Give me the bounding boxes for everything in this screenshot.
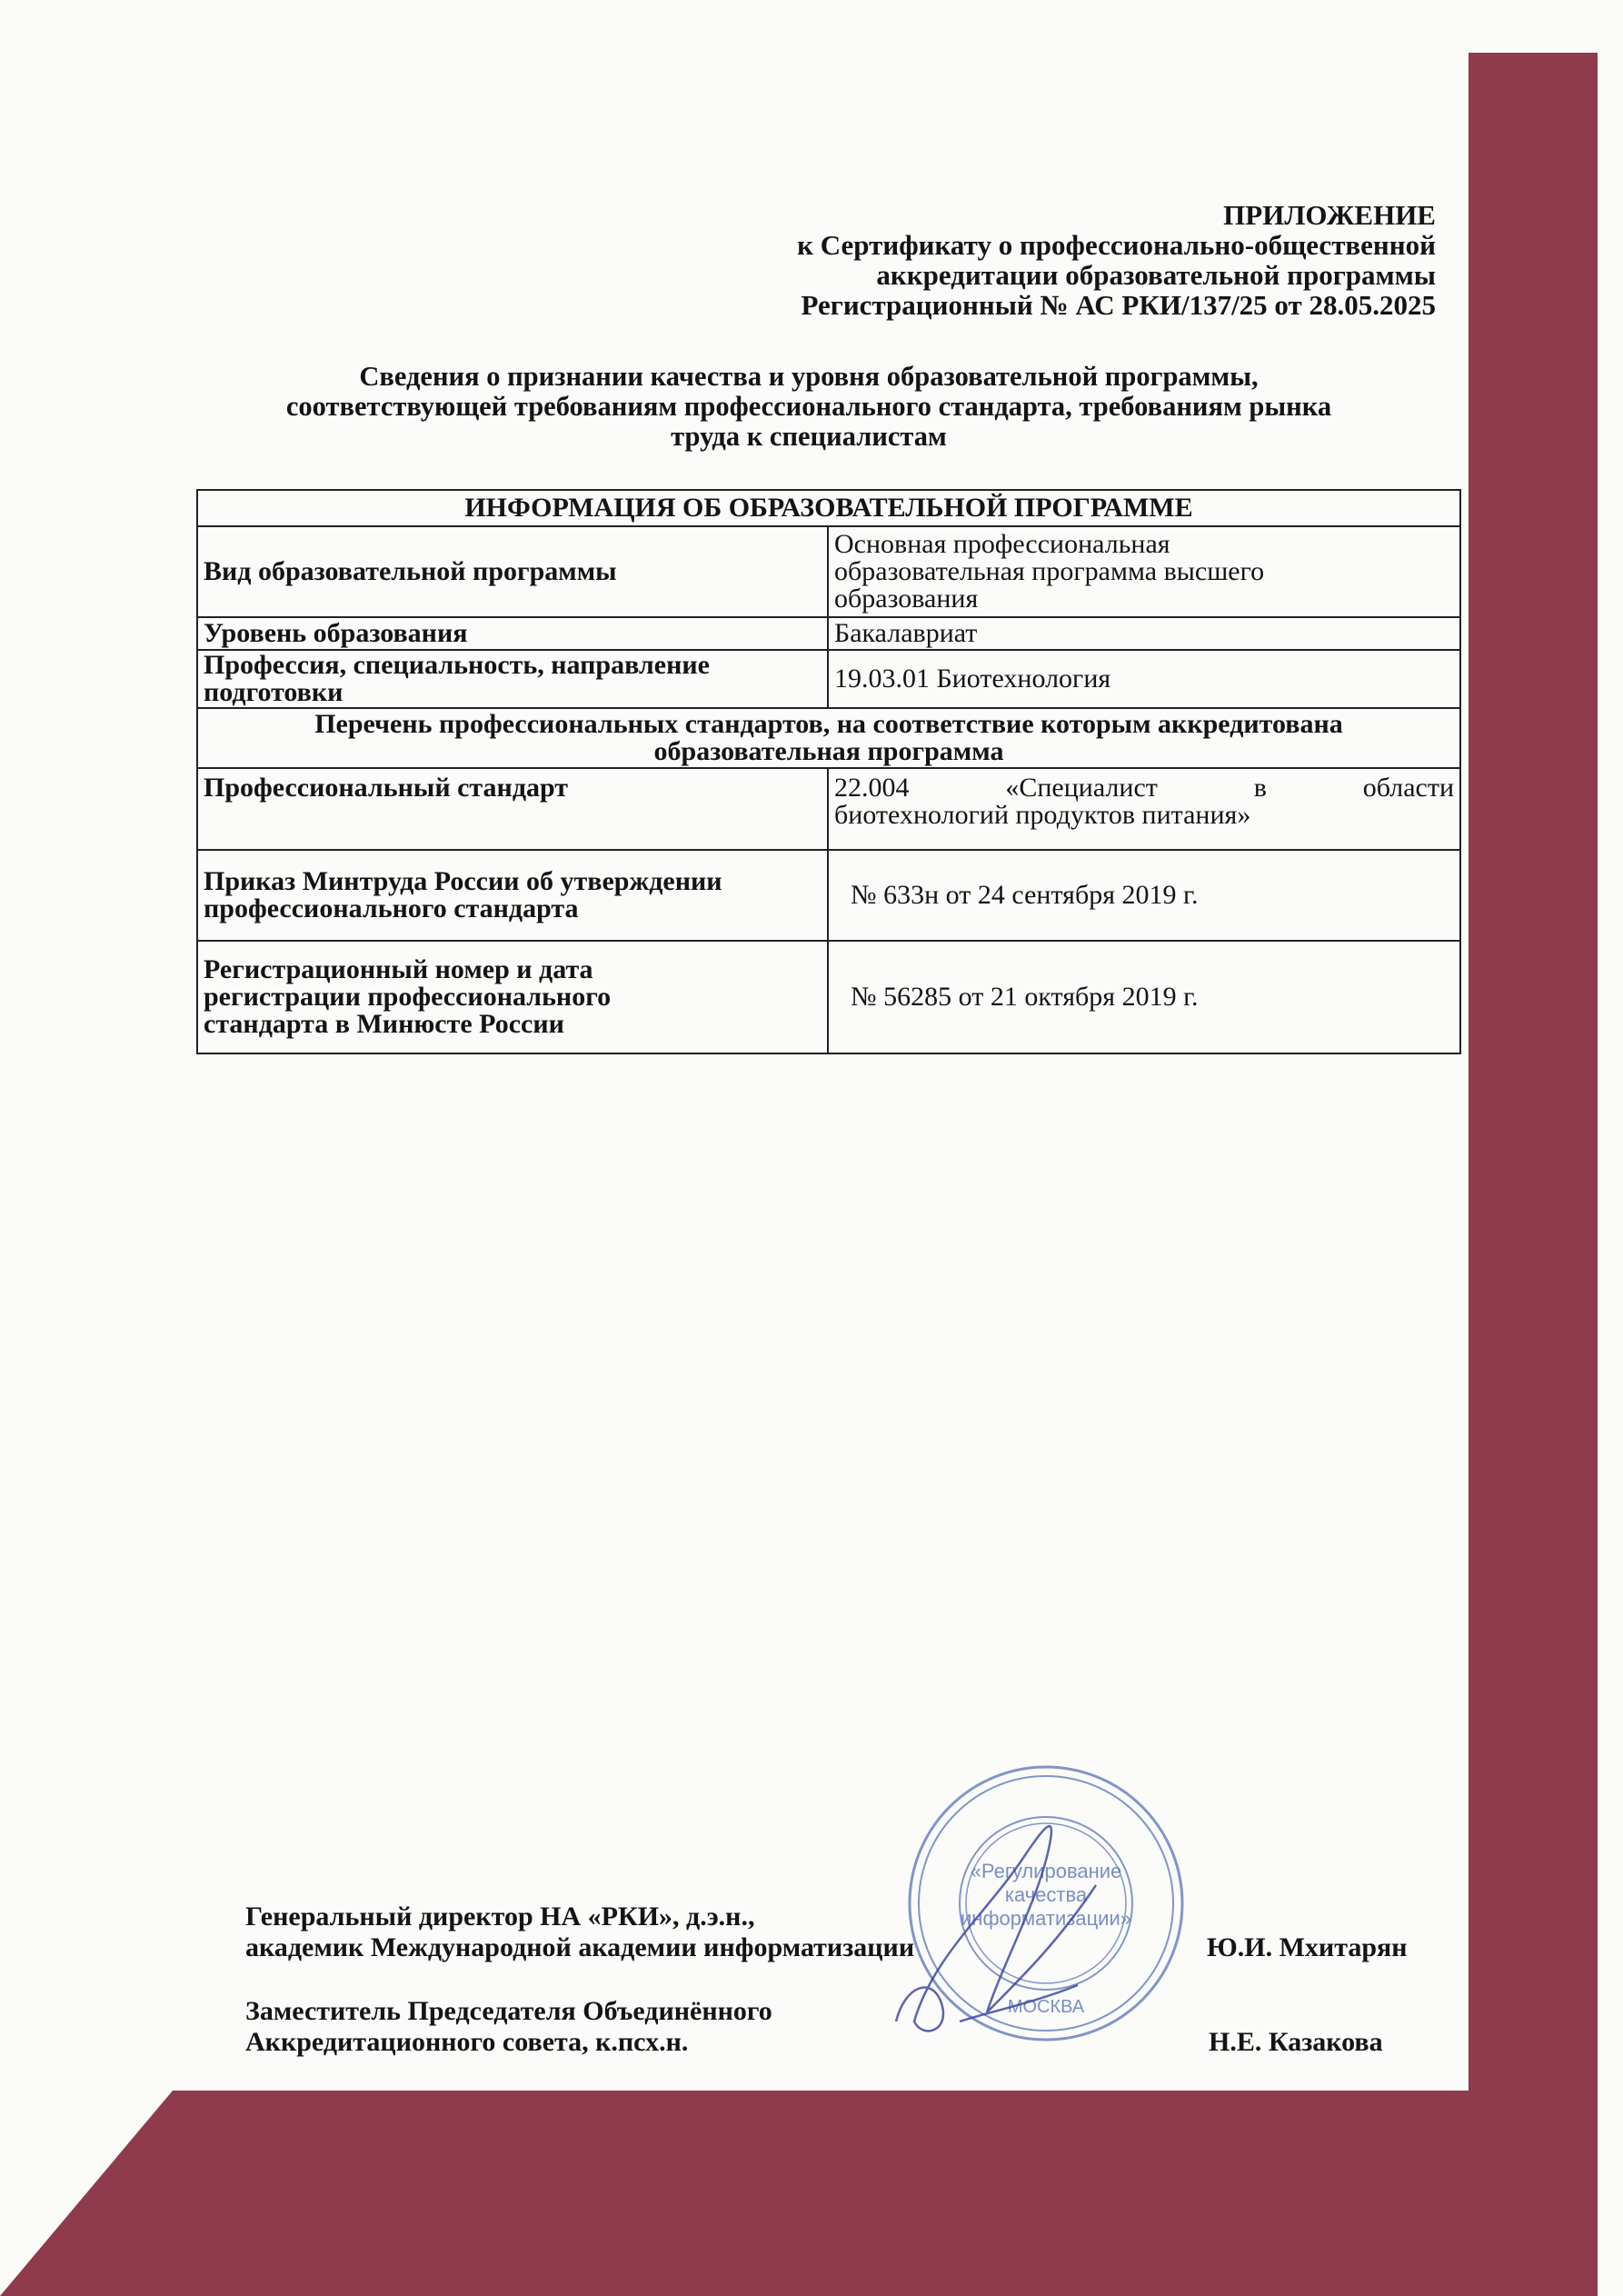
standard-value-line: 22.004 «Специалист в области bbox=[834, 773, 1454, 803]
table-section-row bbox=[197, 490, 1460, 526]
order-value: № 633н от 24 сентября 2019 г. bbox=[828, 850, 1460, 941]
order-label bbox=[197, 850, 828, 941]
registration-label-line: Регистрационный номер и дата bbox=[204, 954, 593, 984]
section-header-standards bbox=[197, 708, 1460, 768]
section-header-program: ИНФОРМАЦИЯ ОБ ОБРАЗОВАТЕЛЬНОЙ ПРОГРАММЕ bbox=[197, 490, 1460, 526]
seal-center-line-1: «Регулирование bbox=[970, 1860, 1122, 1882]
education-level-label: Уровень образования bbox=[197, 617, 828, 650]
registration-value: № 56285 от 21 октября 2019 г. bbox=[828, 941, 1460, 1053]
education-level-value: Бакалавриат bbox=[828, 617, 1460, 650]
direction-label-line: подготовки bbox=[204, 677, 344, 707]
seal-center-line-3: информатизации» bbox=[961, 1907, 1131, 1930]
program-info-table bbox=[196, 489, 1461, 1054]
director-signature-block bbox=[245, 1902, 1063, 1963]
deputy-title-line-2: Аккредитационного совета, к.псх.н. bbox=[245, 2027, 689, 2057]
section-header-line: образовательная программа bbox=[653, 736, 1004, 766]
table-section-row bbox=[197, 708, 1460, 768]
standard-value-line: биотехнологий продуктов питания» bbox=[834, 800, 1251, 830]
order-label-line: профессионального стандарта bbox=[204, 893, 579, 923]
registration-label bbox=[197, 941, 828, 1053]
director-title-line-2: академик Международной академии информатизации bbox=[245, 1932, 915, 1962]
order-label-line: Приказ Минтруда России об утверждении bbox=[204, 866, 722, 896]
table-row bbox=[197, 768, 1460, 850]
program-type-value-line: образования bbox=[834, 584, 979, 614]
summary-line-1: Сведения о признании качества и уровня образовательной программы, bbox=[359, 361, 1259, 392]
appendix-line-1: к Сертификату о профессионально-общественной bbox=[797, 229, 1436, 261]
seal-center-line-2: качества bbox=[1004, 1883, 1088, 1906]
director-title-line-1: Генеральный директор НА «РКИ», д.э.н., bbox=[245, 1902, 755, 1932]
program-type-label: Вид образовательной программы bbox=[197, 526, 828, 617]
direction-label bbox=[197, 650, 828, 708]
table-row bbox=[197, 617, 1460, 650]
appendix-line-3: Регистрационный № АС РКИ/137/25 от 28.05.2025 bbox=[801, 289, 1436, 321]
summary-line-2: соответствующей требованиям профессионального стандарта, требованиям рынка bbox=[285, 391, 1332, 422]
standard-value bbox=[828, 768, 1460, 850]
seal-bottom-text: МОСКВА bbox=[1007, 1997, 1085, 2017]
appendix-title: ПРИЛОЖЕНИЕ bbox=[1223, 199, 1436, 231]
registration-label-line: регистрации профессионального bbox=[204, 982, 612, 1012]
director-name: Ю.И. Мхитарян bbox=[1207, 1932, 1408, 1962]
direction-value: 19.03.01 Биотехнология bbox=[828, 650, 1460, 708]
deputy-title-line-1: Заместитель Председателя Объединённого bbox=[245, 1996, 772, 2026]
table-row bbox=[197, 941, 1460, 1053]
standard-label: Профессиональный стандарт bbox=[197, 768, 828, 850]
decorative-frame-right bbox=[1469, 53, 1598, 2296]
deputy-signature-block bbox=[245, 1996, 972, 2058]
appendix-line-2: аккредитации образовательной программы bbox=[876, 259, 1436, 291]
summary-title bbox=[182, 362, 1436, 452]
registration-label-line: стандарта в Минюсте России bbox=[204, 1009, 564, 1039]
appendix-header bbox=[618, 200, 1436, 320]
summary-line-3: труда к специалистам bbox=[671, 421, 947, 452]
table-row bbox=[197, 526, 1460, 617]
section-header-line: Перечень профессиональных стандартов, на соответствие которым аккредитована bbox=[314, 709, 1343, 739]
deputy-name: Н.Е. Казакова bbox=[1209, 2027, 1383, 2057]
program-type-value-line: Основная профессиональная bbox=[834, 529, 1170, 559]
table-row bbox=[197, 850, 1460, 941]
program-type-value-line: образовательная программа высшего bbox=[834, 556, 1265, 586]
table-row bbox=[197, 650, 1460, 708]
direction-label-line: Профессия, специальность, направление bbox=[204, 650, 710, 680]
program-type-value bbox=[828, 526, 1460, 617]
